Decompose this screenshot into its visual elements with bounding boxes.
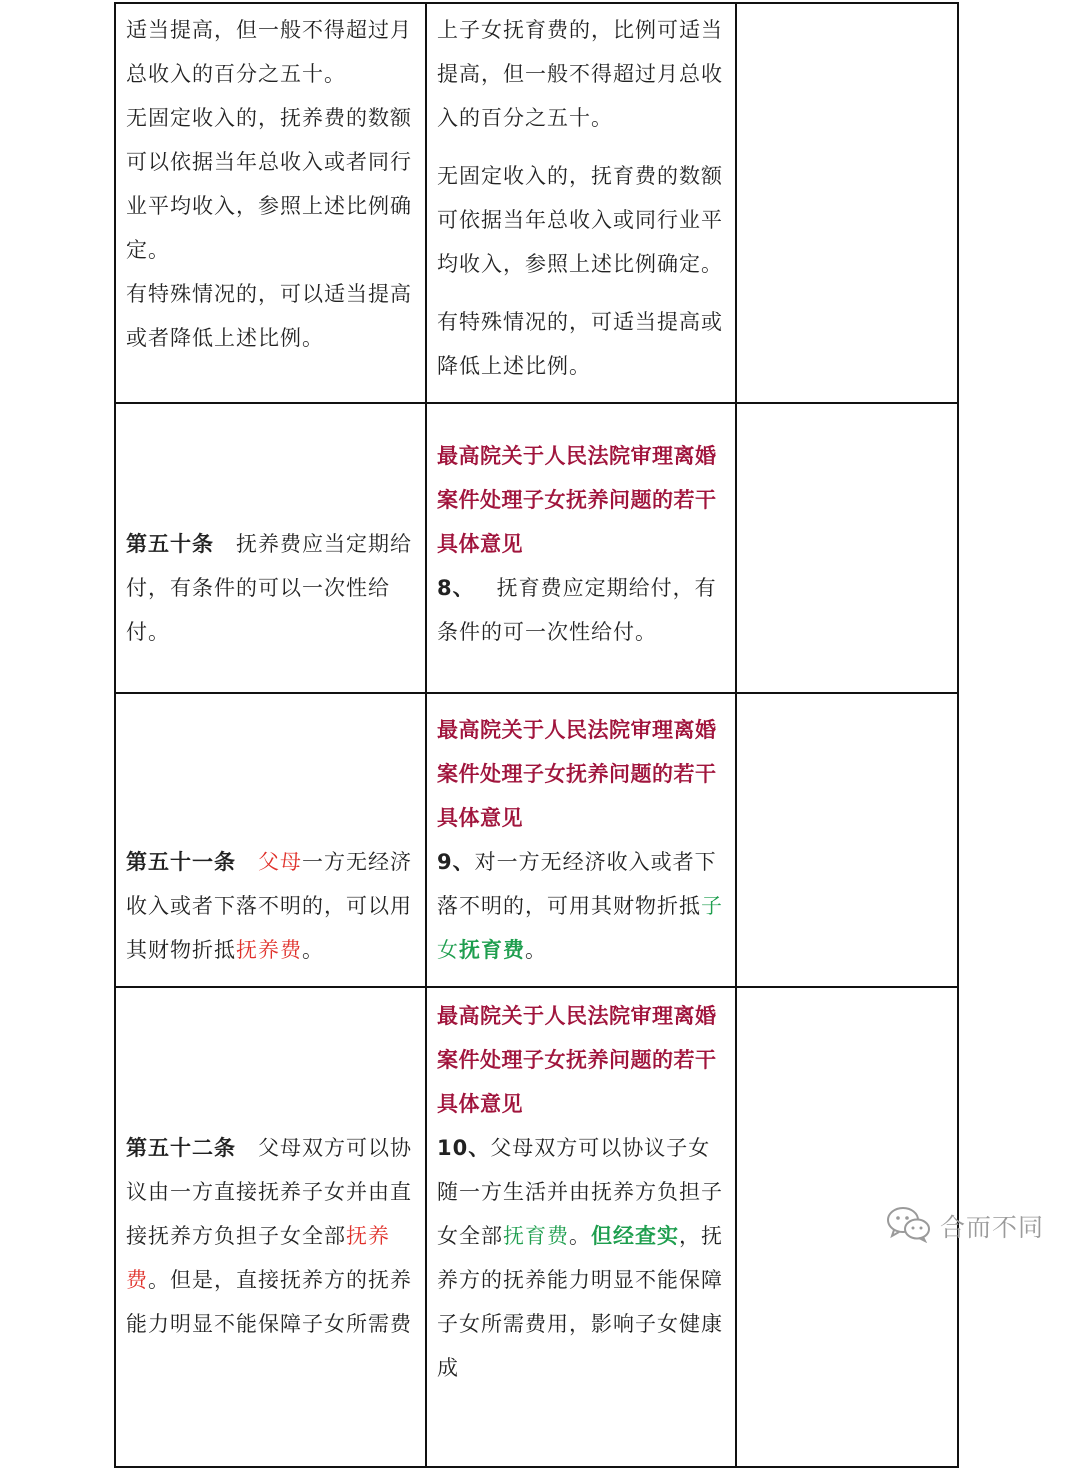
highlight-green: 抚育费 — [503, 1224, 569, 1248]
punctuation: 。 — [525, 938, 547, 962]
paragraph: 有特殊情况的，可以适当提高或者降低上述比例。 — [126, 282, 412, 350]
rule-text: 父母双方可以协议子女随一方生活并由抚养方负担子女全部 — [437, 1136, 723, 1248]
notes-cell — [736, 403, 958, 693]
source-heading: 最高院关于人民法院审理离婚案件处理子女抚养问题的若干具体意见 — [437, 444, 717, 556]
source-heading: 最高院关于人民法院审理离婚案件处理子女抚养问题的若干具体意见 — [437, 718, 717, 830]
paragraph: 无固定收入的，抚育费的数额可依据当年总收入或同行业平均收入，参照上述比例确定。 — [437, 164, 723, 276]
highlight-red: 抚养费 — [236, 938, 302, 962]
watermark — [886, 1206, 1044, 1246]
notes-cell — [736, 693, 958, 987]
table-row — [115, 3, 958, 403]
old-rule-cell — [426, 987, 736, 1467]
paragraph: 无固定收入的，抚养费的数额可以依据当年总收入或者同行业平均收入，参照上述比例确定。 — [126, 106, 412, 262]
article-paragraph — [126, 840, 415, 972]
civil-code-cell — [115, 987, 426, 1467]
article-text: 抚养费应当定期给付，有条件的可以一次性给付。 — [126, 532, 412, 644]
paragraph: 适当提高，但一般不得超过月总收入的百分之五十。 — [126, 18, 412, 86]
rule-text: 对一方无经济收入或者下落不明的，可用其财物折抵 — [437, 850, 717, 918]
old-rule-cell — [426, 3, 736, 403]
civil-code-cell — [115, 403, 426, 693]
article-number: 第五十条 — [126, 532, 214, 556]
comparison-table — [114, 2, 959, 1468]
article-paragraph — [126, 522, 415, 654]
table-row — [115, 987, 958, 1467]
article-number: 第五十一条 — [126, 850, 236, 874]
article-text: 。但是，直接抚养方的抚养能力明显不能保障子女所需费 — [126, 1268, 412, 1336]
table-row — [115, 403, 958, 693]
watermark-text: 合而不同 — [940, 1213, 1045, 1242]
highlight-green: 抚育费 — [459, 938, 525, 962]
rule-paragraph — [437, 566, 725, 654]
article-text: 一方无经济收入或者下落不明的，可以用其财物折抵 — [126, 850, 412, 962]
punctuation: 。 — [569, 1224, 591, 1248]
article-paragraph — [126, 1126, 415, 1346]
civil-code-cell — [115, 693, 426, 987]
rule-number: 9、 — [437, 850, 475, 874]
rule-text: 抚育费应定期给付，有条件的可一次性给付。 — [437, 576, 717, 644]
old-rule-cell — [426, 693, 736, 987]
rule-text: ，抚养方的抚养能力明显不能保障子女所需费用，影响子女健康成 — [437, 1224, 723, 1380]
civil-code-cell — [115, 3, 426, 403]
article-number: 第五十二条 — [126, 1136, 236, 1160]
rule-paragraph — [437, 1126, 725, 1390]
old-rule-cell — [426, 403, 736, 693]
notes-cell — [736, 3, 958, 403]
highlight-red: 抚养费 — [126, 1224, 390, 1292]
punctuation: 。 — [302, 938, 324, 962]
highlight-green: 但经查实 — [591, 1224, 679, 1248]
highlight-green: 子女 — [437, 894, 723, 962]
rule-number: 10、 — [437, 1136, 491, 1160]
highlight-red: 父母 — [258, 850, 302, 874]
table-row — [115, 693, 958, 987]
source-heading: 最高院关于人民法院审理离婚案件处理子女抚养问题的若干具体意见 — [437, 1004, 717, 1116]
article-text: 父母双方可以协议由一方直接抚养子女并由直接抚养方负担子女全部 — [126, 1136, 412, 1248]
rule-number: 8、 — [437, 576, 475, 600]
paragraph: 上子女抚育费的，比例可适当提高，但一般不得超过月总收入的百分之五十。 — [437, 18, 723, 130]
paragraph: 有特殊情况的，可适当提高或降低上述比例。 — [437, 310, 723, 378]
wechat-icon — [886, 1205, 932, 1247]
rule-paragraph — [437, 840, 725, 972]
